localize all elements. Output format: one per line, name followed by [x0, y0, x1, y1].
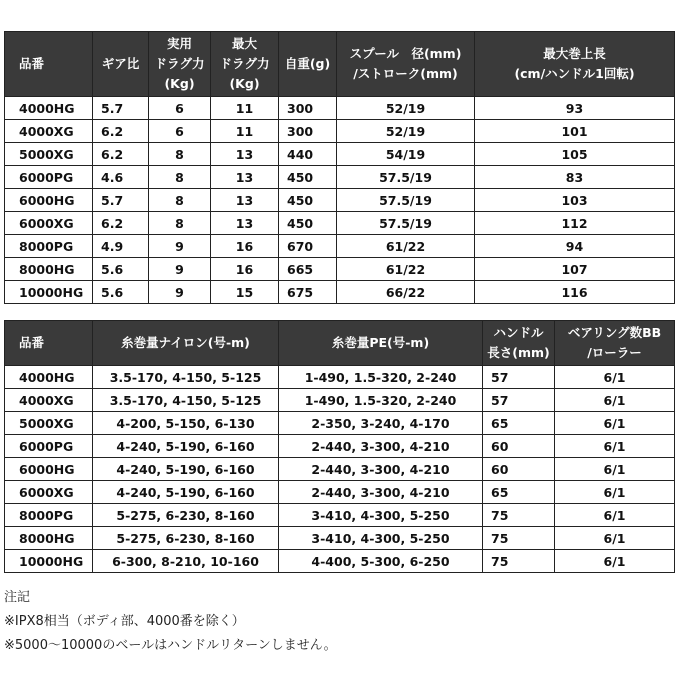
table-row	[5, 235, 675, 258]
table-cell: 66/22	[337, 281, 475, 304]
table-cell: 9	[149, 281, 211, 304]
table-cell: 57.5/19	[337, 189, 475, 212]
table-cell: 94	[475, 235, 675, 258]
column-header-text: 品番	[19, 56, 45, 71]
table-row	[5, 258, 675, 281]
table-cell: 65	[483, 481, 555, 504]
table-cell: 4-240, 5-190, 6-160	[93, 481, 279, 504]
column-header-text: 実用	[166, 36, 192, 51]
column-header-text: ハンドル	[493, 325, 544, 340]
table-cell: 5-275, 6-230, 8-160	[93, 527, 279, 550]
model-cell: 4000HG	[5, 97, 93, 120]
table-cell: 107	[475, 258, 675, 281]
table-cell: 65	[483, 412, 555, 435]
table-cell: 5.7	[93, 97, 149, 120]
column-header-text: ベアリング数BB	[567, 325, 662, 340]
column-header	[483, 321, 555, 366]
table-cell: 61/22	[337, 258, 475, 281]
table-cell: 6	[149, 120, 211, 143]
column-header-text: 糸巻量ナイロン(号-m)	[121, 335, 250, 350]
column-header-text: (Kg)	[229, 76, 260, 91]
table-cell: 6	[149, 97, 211, 120]
table-cell: 60	[483, 458, 555, 481]
table-cell: 1-490, 1.5-320, 2-240	[279, 366, 483, 389]
model-cell: 5000XG	[5, 412, 93, 435]
table-cell: 75	[483, 527, 555, 550]
table-cell: 112	[475, 212, 675, 235]
table-cell: 16	[211, 258, 279, 281]
notes-section	[4, 586, 337, 658]
table-cell: 3.5-170, 4-150, 5-125	[93, 366, 279, 389]
table-cell: 670	[279, 235, 337, 258]
table-cell: 450	[279, 166, 337, 189]
table-cell: 6/1	[555, 412, 675, 435]
line-capacity-table-header	[5, 321, 675, 366]
column-header-text: ドラグ力	[154, 56, 205, 71]
model-cell: 8000HG	[5, 527, 93, 550]
model-cell: 5000XG	[5, 143, 93, 166]
table-cell: 6/1	[555, 435, 675, 458]
column-header-text: 品番	[19, 335, 45, 350]
table-cell: 5.6	[93, 281, 149, 304]
table-cell: 101	[475, 120, 675, 143]
table-cell: 300	[279, 97, 337, 120]
table-cell: 9	[149, 235, 211, 258]
model-cell: 8000PG	[5, 504, 93, 527]
column-header	[5, 321, 93, 366]
model-cell: 6000HG	[5, 458, 93, 481]
table-cell: 9	[149, 258, 211, 281]
spec-table-header	[5, 32, 675, 97]
line-capacity-table-body	[5, 366, 675, 573]
table-row	[5, 435, 675, 458]
column-header-text: (cm/ハンドル1回転)	[514, 66, 635, 81]
model-cell: 6000HG	[5, 189, 93, 212]
model-cell: 6000PG	[5, 166, 93, 189]
column-header-text: ドラグ力	[219, 56, 270, 71]
table-cell: 6/1	[555, 527, 675, 550]
table-row	[5, 97, 675, 120]
table-cell: 57	[483, 389, 555, 412]
table-row	[5, 120, 675, 143]
column-header	[279, 321, 483, 366]
table-row	[5, 527, 675, 550]
table-row	[5, 212, 675, 235]
column-header-text: スプール 径(mm)	[349, 46, 462, 61]
column-header	[149, 32, 211, 97]
column-header	[5, 32, 93, 97]
table-cell: 6/1	[555, 550, 675, 573]
table-cell: 13	[211, 212, 279, 235]
model-cell: 4000HG	[5, 366, 93, 389]
table-cell: 4-400, 5-300, 6-250	[279, 550, 483, 573]
spec-table	[4, 31, 675, 304]
table-row	[5, 412, 675, 435]
table-cell: 450	[279, 189, 337, 212]
table-cell: 6/1	[555, 389, 675, 412]
table-cell: 75	[483, 550, 555, 573]
table-cell: 6.2	[93, 143, 149, 166]
table-cell: 75	[483, 504, 555, 527]
table-cell: 8	[149, 166, 211, 189]
model-cell: 4000XG	[5, 389, 93, 412]
table-cell: 93	[475, 97, 675, 120]
table-row	[5, 366, 675, 389]
notes-title: 注記	[4, 590, 31, 605]
column-header	[93, 32, 149, 97]
table-cell: 665	[279, 258, 337, 281]
table-cell: 11	[211, 120, 279, 143]
table-cell: 6/1	[555, 458, 675, 481]
column-header-text: 長さ(mm)	[487, 345, 550, 360]
model-cell: 10000HG	[5, 550, 93, 573]
table-cell: 1-490, 1.5-320, 2-240	[279, 389, 483, 412]
table-row	[5, 504, 675, 527]
table-row	[5, 458, 675, 481]
table-cell: 6-300, 8-210, 10-160	[93, 550, 279, 573]
table-cell: 54/19	[337, 143, 475, 166]
table-cell: 15	[211, 281, 279, 304]
table-cell: 5.6	[93, 258, 149, 281]
table-row	[5, 166, 675, 189]
note-line: ※IPX8相当（ボディ部、4000番を除く）	[4, 614, 245, 629]
table-row	[5, 550, 675, 573]
table-cell: 4-240, 5-190, 6-160	[93, 458, 279, 481]
column-header-text: (Kg)	[164, 76, 195, 91]
table-cell: 3-410, 4-300, 5-250	[279, 527, 483, 550]
table-cell: 83	[475, 166, 675, 189]
column-header-text: /ローラー	[587, 345, 642, 360]
table-cell: 103	[475, 189, 675, 212]
table-cell: 6/1	[555, 504, 675, 527]
table-cell: 4.9	[93, 235, 149, 258]
table-cell: 440	[279, 143, 337, 166]
table-row	[5, 389, 675, 412]
table-cell: 3-410, 4-300, 5-250	[279, 504, 483, 527]
table-cell: 61/22	[337, 235, 475, 258]
column-header	[337, 32, 475, 97]
model-cell: 6000XG	[5, 212, 93, 235]
table-cell: 8	[149, 189, 211, 212]
column-header-text: 糸巻量PE(号-m)	[331, 335, 430, 350]
table-row	[5, 143, 675, 166]
model-cell: 4000XG	[5, 120, 93, 143]
table-cell: 6/1	[555, 481, 675, 504]
column-header-text: 自重(g)	[284, 56, 331, 71]
table-cell: 57.5/19	[337, 212, 475, 235]
table-cell: 6.2	[93, 212, 149, 235]
table-cell: 60	[483, 435, 555, 458]
table-cell: 8	[149, 143, 211, 166]
line-capacity-table	[4, 320, 675, 573]
table-cell: 4.6	[93, 166, 149, 189]
column-header-text: /ストローク(mm)	[353, 66, 458, 81]
table-cell: 6.2	[93, 120, 149, 143]
model-cell: 8000PG	[5, 235, 93, 258]
table-row	[5, 189, 675, 212]
column-header	[279, 32, 337, 97]
column-header	[211, 32, 279, 97]
model-cell: 6000PG	[5, 435, 93, 458]
table-cell: 13	[211, 166, 279, 189]
table-cell: 300	[279, 120, 337, 143]
table-cell: 16	[211, 235, 279, 258]
note-line: ※5000～10000のベールはハンドルリターンしません。	[4, 638, 337, 653]
model-cell: 8000HG	[5, 258, 93, 281]
table-cell: 5-275, 6-230, 8-160	[93, 504, 279, 527]
column-header	[93, 321, 279, 366]
table-cell: 52/19	[337, 120, 475, 143]
table-cell: 4-240, 5-190, 6-160	[93, 435, 279, 458]
table-cell: 2-350, 3-240, 4-170	[279, 412, 483, 435]
table-cell: 2-440, 3-300, 4-210	[279, 458, 483, 481]
column-header-text: ギア比	[101, 56, 140, 71]
table-cell: 52/19	[337, 97, 475, 120]
table-cell: 3.5-170, 4-150, 5-125	[93, 389, 279, 412]
table-row	[5, 281, 675, 304]
table-cell: 57	[483, 366, 555, 389]
table-cell: 6/1	[555, 366, 675, 389]
column-header	[555, 321, 675, 366]
table-cell: 450	[279, 212, 337, 235]
table-cell: 11	[211, 97, 279, 120]
table-cell: 2-440, 3-300, 4-210	[279, 481, 483, 504]
table-cell: 2-440, 3-300, 4-210	[279, 435, 483, 458]
table-cell: 675	[279, 281, 337, 304]
table-cell: 8	[149, 212, 211, 235]
model-cell: 6000XG	[5, 481, 93, 504]
column-header-text: 最大巻上長	[543, 46, 606, 61]
table-cell: 57.5/19	[337, 166, 475, 189]
table-cell: 13	[211, 189, 279, 212]
table-cell: 4-200, 5-150, 6-130	[93, 412, 279, 435]
table-cell: 116	[475, 281, 675, 304]
table-cell: 13	[211, 143, 279, 166]
column-header-text: 最大	[231, 36, 257, 51]
spec-table-body	[5, 97, 675, 304]
model-cell: 10000HG	[5, 281, 93, 304]
table-cell: 5.7	[93, 189, 149, 212]
column-header	[475, 32, 675, 97]
table-row	[5, 481, 675, 504]
table-cell: 105	[475, 143, 675, 166]
